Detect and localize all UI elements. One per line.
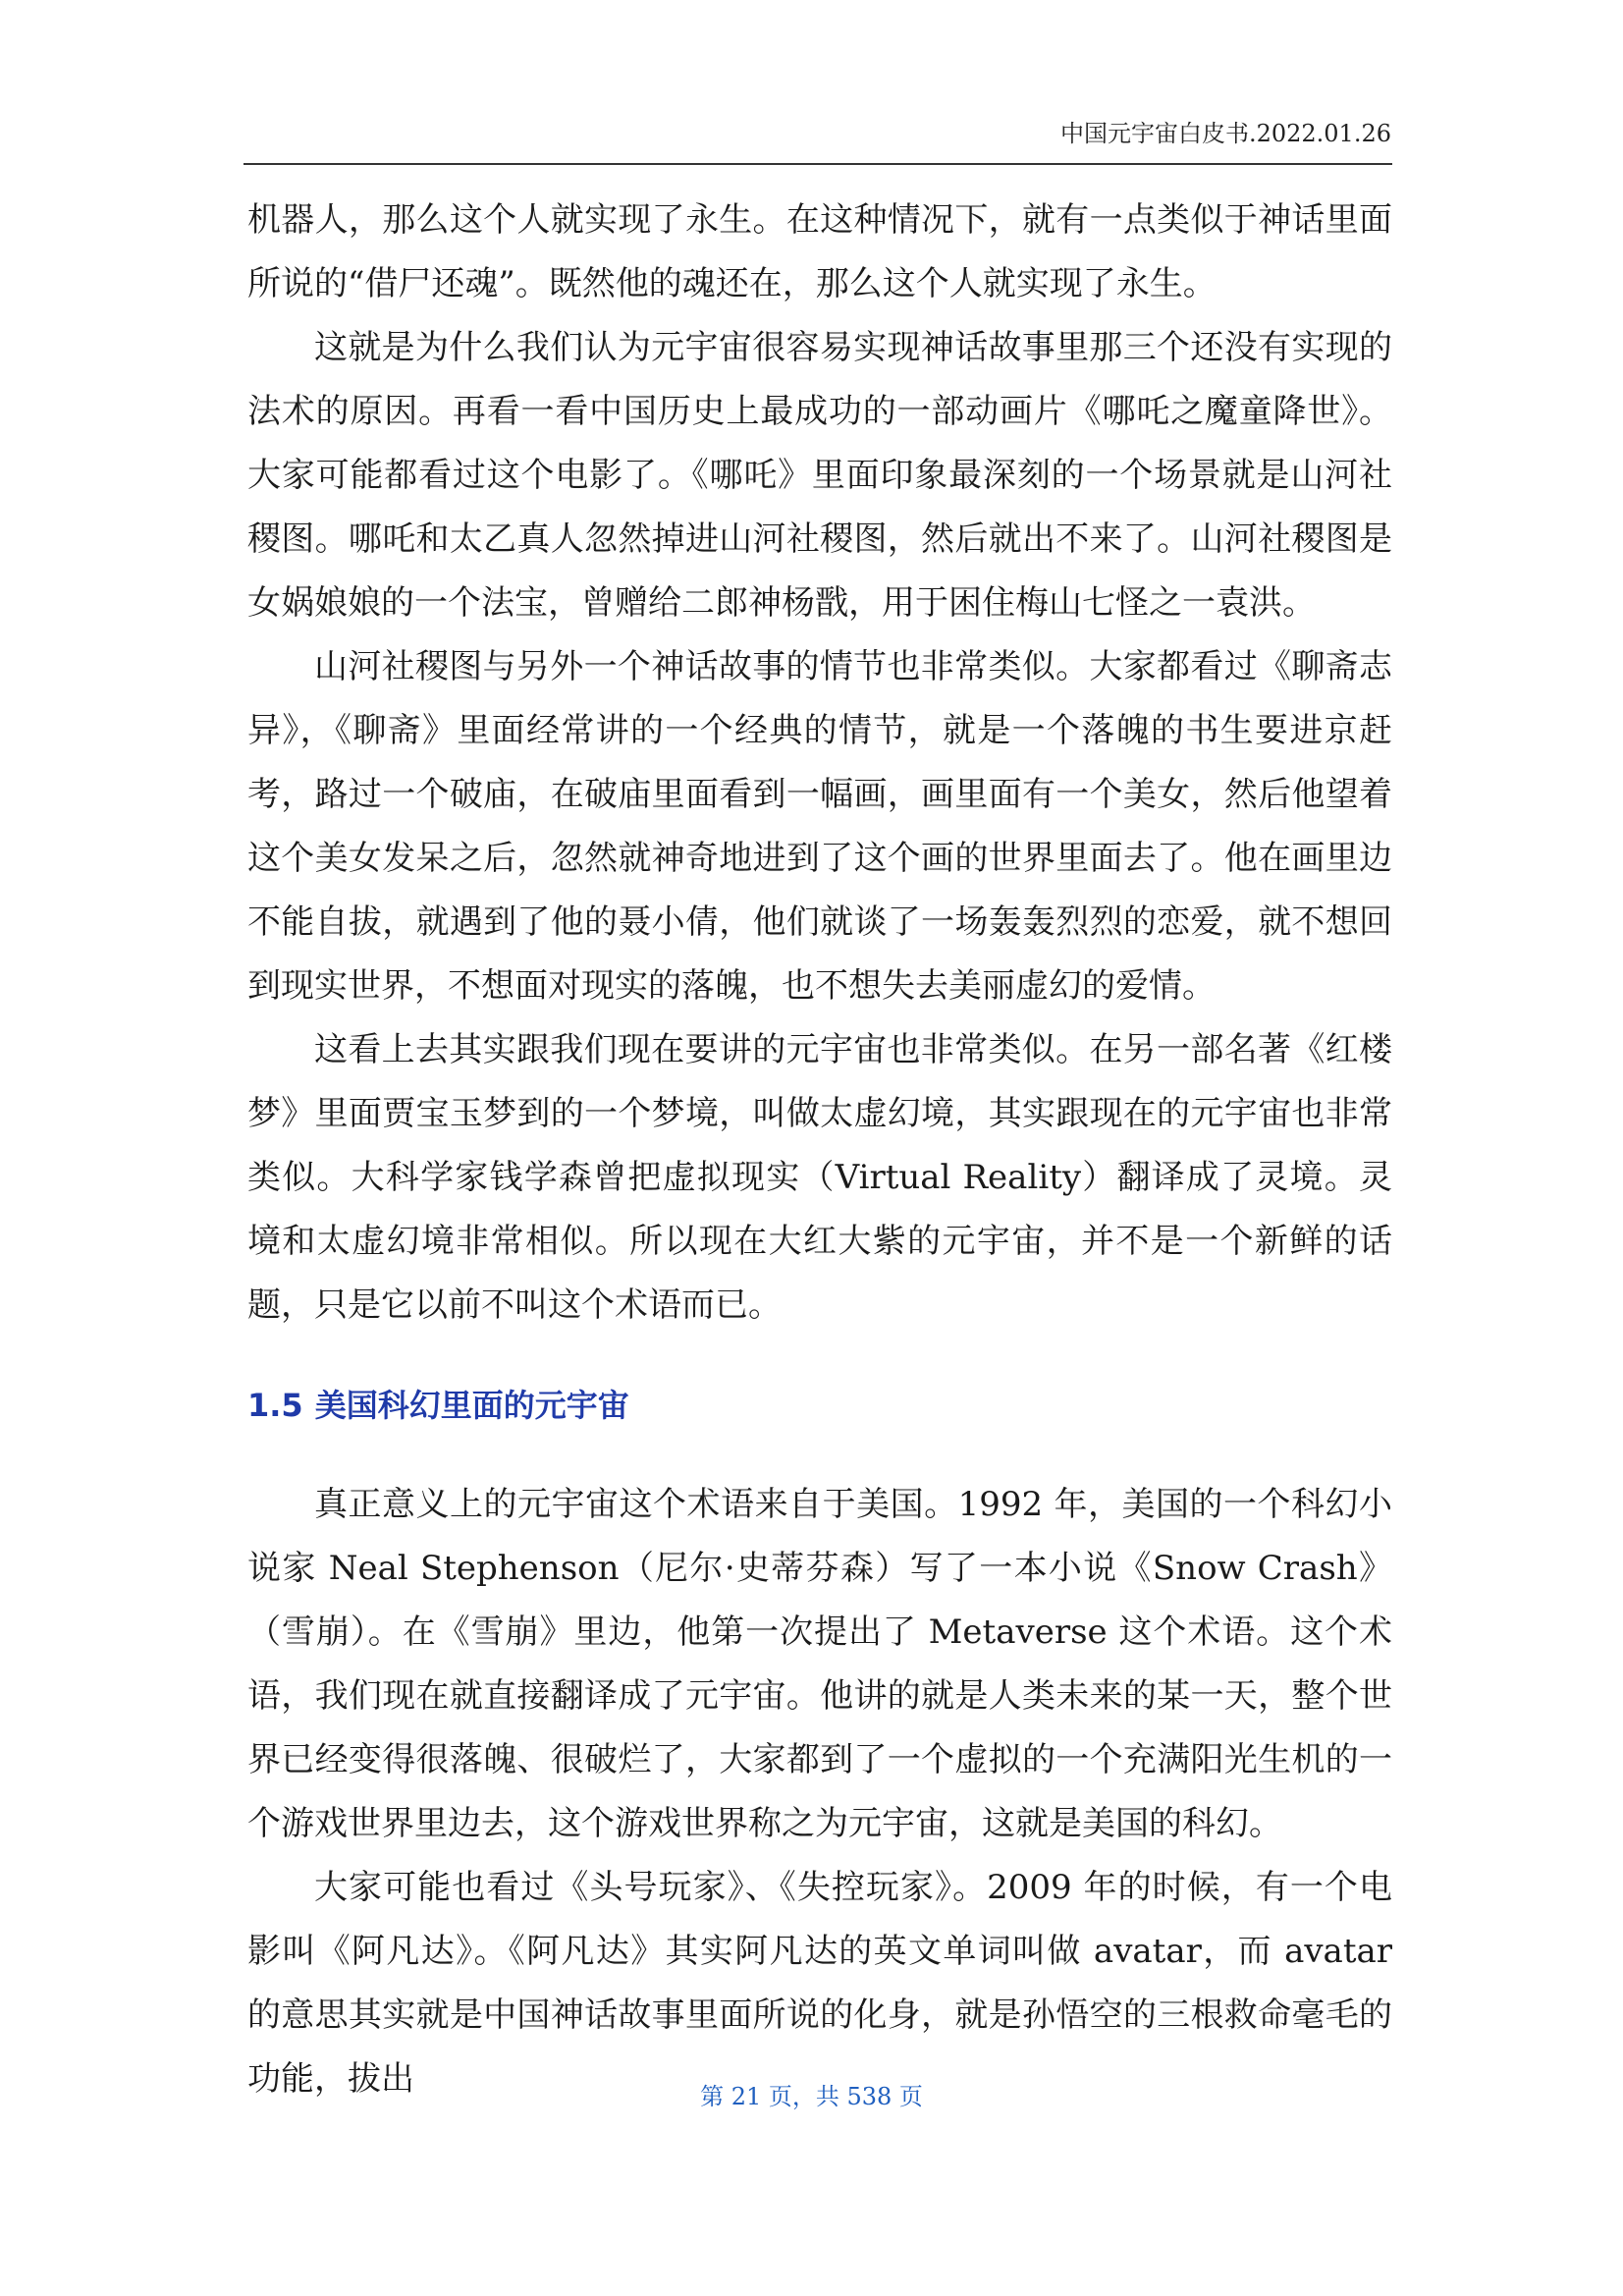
paragraph: 这就是为什么我们认为元宇宙很容易实现神话故事里那三个还没有实现的法术的原因。再看一看中国历史上最成功的一部动画片《哪吒之魔童降世》。大家可能都看过这个电影了。《哪吒》里面印象最深刻的一个场景就是山河社稷图。哪吒和太乙真人忽然掉进山河社稷图，然后就出不来了。山河社稷图是女娲娘娘的一个法宝，曾赠给二郎神杨戬，用于困住梅山七怪之一袁洪。 <box>247 328 1392 623</box>
page-number: 第 21 页，共 538 页 <box>700 2083 923 2110</box>
paragraph-continued: 机器人，那么这个人就实现了永生。在这种情况下，就有一点类似于神话里面所说的“借尸还魂”。既然他的魂还在，那么这个人就实现了永生。 <box>247 200 1392 303</box>
paragraph: 大家可能也看过《头号玩家》、《失控玩家》。2009 年的时候，有一个电影叫《阿凡达》。《阿凡达》其实阿凡达的英文单词叫做 avatar，而 avatar 的意思其实就是中国神话故事里面所说的化身，就是孙悟空的三根救命毫毛的功能，拔出 <box>247 1868 1392 2099</box>
paragraph: 这看上去其实跟我们现在要讲的元宇宙也非常类似。在另一部名著《红楼梦》里面贾宝玉梦到的一个梦境，叫做太虚幻境，其实跟现在的元宇宙也非常类似。大科学家钱学森曾把虚拟现实（Virtual Reality）翻译成了灵境。灵境和太虚幻境非常相似。所以现在大红大紫的元宇宙，并不是一个新鲜的话题，只是它以前不叫这个术语而已。 <box>247 1030 1392 1325</box>
section-number: 1.5 <box>247 1387 303 1424</box>
section-title: 美国科幻里面的元宇宙 <box>314 1387 629 1424</box>
section-heading <box>247 1382 1392 1429</box>
header-rule <box>243 163 1392 165</box>
paragraph: 山河社稷图与另外一个神话故事的情节也非常类似。大家都看过《聊斋志异》，《聊斋》里面经常讲的一个经典的情节，就是一个落魄的书生要进京赶考，路过一个破庙，在破庙里面看到一幅画，画里面有一个美女，然后他望着这个美女发呆之后，忽然就神奇地进到了这个画的世界里面去了。他在画里边不能自拔，就遇到了他的聂小倩，他们就谈了一场轰轰烈烈的恋爱，就不想回到现实世界，不想面对现实的落魄，也不想失去美丽虚幻的爱情。 <box>247 647 1392 1006</box>
paragraph: 真正意义上的元宇宙这个术语来自于美国。1992 年，美国的一个科幻小说家 Neal Stephenson（尼尔·史蒂芬森）写了一本小说《Snow Crash》（雪崩）。在《雪崩》里边，他第一次提出了 Metaverse 这个术语。这个术语，我们现在就直接翻译成了元宇宙。他讲的就是人类未来的某一天，整个世界已经变得很落魄、很破烂了，大家都到了一个虚拟的一个充满阳光生机的一个游戏世界里边去，这个游戏世界称之为元宇宙，这就是美国的科幻。 <box>247 1485 1392 1843</box>
page-body <box>247 189 1392 2111</box>
running-header: 中国元宇宙白皮书.2022.01.26 <box>1059 120 1391 147</box>
